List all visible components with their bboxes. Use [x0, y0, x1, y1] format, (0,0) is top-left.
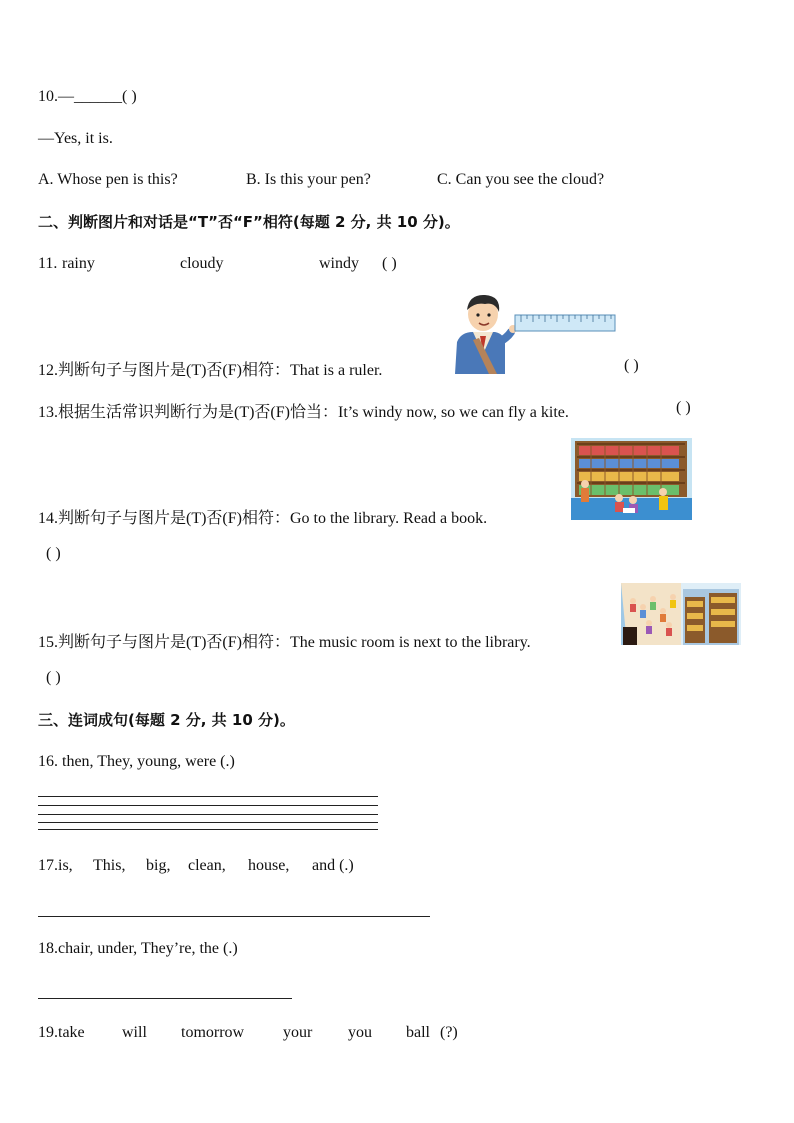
q10-option-a: A. Whose pen is this?: [38, 171, 178, 188]
teacher-ruler-image: [447, 292, 617, 374]
q12-paren[interactable]: ( ): [624, 357, 639, 374]
music-room-image: [621, 583, 741, 645]
q15-text: 15.判断句子与图片是(T)否(F)相符：The music room is next to the library.: [38, 634, 531, 651]
q11-word-rainy: rainy: [62, 255, 95, 272]
q17-word-4: clean,: [188, 857, 226, 874]
q12-text: 12.判断句子与图片是(T)否(F)相符：That is a ruler.: [38, 362, 383, 379]
q16-text: 16. then, They, young, were (.): [38, 753, 235, 770]
q16-writing-line-3[interactable]: [38, 814, 378, 815]
q19-word-2: will: [122, 1024, 147, 1041]
q11-num: 11.: [38, 255, 58, 272]
q10-blank[interactable]: ______: [74, 88, 122, 105]
q19-word-3: tomorrow: [181, 1024, 245, 1041]
q17-word-3: big,: [146, 857, 171, 874]
library-image: [571, 438, 692, 520]
q11-paren[interactable]: ( ): [382, 255, 397, 272]
q10-prompt: 10.—: [38, 88, 74, 105]
q15-paren[interactable]: ( ): [46, 669, 61, 686]
q17-word-1: 17.is,: [38, 857, 73, 874]
q14-paren[interactable]: ( ): [46, 545, 61, 562]
q19-word-4: your: [283, 1024, 313, 1041]
q13-text: 13.根据生活常识判断行为是(T)否(F)恰当：It’s windy now, so we can fly a kite.: [38, 404, 569, 421]
q16-writing-line-5[interactable]: [38, 829, 378, 830]
q11-word-windy: windy: [319, 255, 359, 272]
q10-line: [38, 88, 137, 106]
q10-option-b: B. Is this your pen?: [246, 171, 371, 188]
section3-title: 三、连词成句(每题 2 分, 共 10 分)。: [38, 711, 295, 729]
q19-word-6: ball: [406, 1024, 430, 1041]
q19-word-7: (?): [440, 1024, 458, 1041]
q14-text: 14.判断句子与图片是(T)否(F)相符：Go to the library. Read a book.: [38, 510, 488, 527]
q16-writing-line-4[interactable]: [38, 822, 378, 823]
q16-writing-line-2[interactable]: [38, 805, 378, 806]
q19-word-5: you: [348, 1024, 372, 1041]
section2-title: 二、判断图片和对话是“T”否“F”相符(每题 2 分, 共 10 分)。: [38, 213, 460, 231]
q13-paren[interactable]: ( ): [676, 399, 691, 416]
q17-word-6: and (.): [312, 857, 354, 874]
q11-word-cloudy: cloudy: [180, 255, 224, 272]
q10-paren[interactable]: ( ): [122, 88, 137, 105]
q10-option-c: C. Can you see the cloud?: [437, 171, 605, 188]
q17-word-2: This,: [93, 857, 126, 874]
q17-word-5: house,: [248, 857, 290, 874]
q16-writing-line-1[interactable]: [38, 796, 378, 797]
q10-answer: —Yes, it is.: [38, 130, 113, 147]
q19-word-1: 19.take: [38, 1024, 85, 1041]
q18-writing-line[interactable]: [38, 998, 292, 999]
q18-text: 18.chair, under, They’re, the (.): [38, 940, 238, 957]
q17-writing-line[interactable]: [38, 916, 430, 917]
